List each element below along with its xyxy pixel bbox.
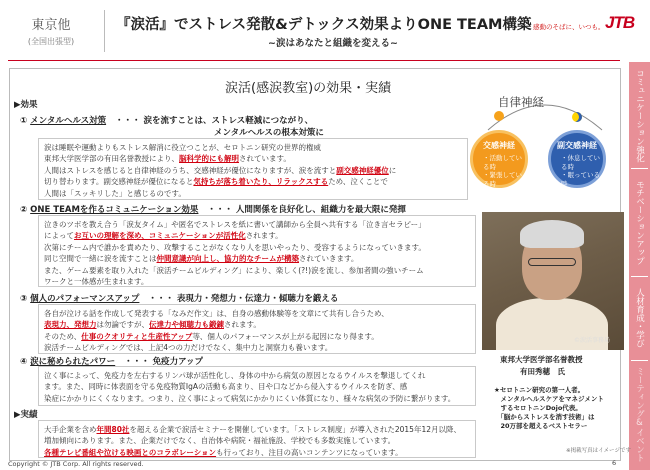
body-line: 泣く事によって、免疫力を左右するリンパ球が活性化し、身体の中から病気の原因となるウイルスを撃退してくれ (44, 371, 426, 380)
section-title-text: 涙に秘められたパワー (30, 357, 116, 367)
section-num: ① (20, 116, 28, 126)
body-line: 同じ空間で一緒に涙を流すことは仲間意識が向上し、協力的なチームが構築されていきます。 (44, 254, 359, 264)
sympathetic-list (483, 154, 525, 205)
parasympathetic-title: 副交感神経 (557, 141, 597, 150)
section-2-heading (20, 203, 406, 215)
section-3-body (38, 304, 476, 354)
body-line: 東邦大学医学部の有田名誉教授により、脳科学的にも解明されています。 (44, 154, 291, 164)
highlight: 脳科学的にも解明 (179, 154, 239, 164)
section-1-desc-2: メンタルヘルスの根本対策に (214, 128, 324, 138)
list-item: 感じている時 (483, 196, 522, 205)
sympathetic-title: 交感神経 (483, 141, 515, 150)
highlight: 仲間意識が向上し、協力的なチームが構築 (156, 254, 299, 264)
photo-glasses (528, 258, 576, 266)
section-title-text: メンタルヘルス対策 (30, 116, 107, 126)
body-line: そのため、仕事のクオリティと生産性アップ等、個人のパフォーマンスが上がる起因になり得ます。 (44, 331, 379, 341)
note-line: するセロトニンDojo代表。 (494, 404, 582, 412)
header (0, 0, 650, 62)
list-item: ・活動している時 (483, 154, 522, 171)
list-item: ・休息している時 (561, 154, 600, 171)
body-line: 人間は「スッキリした」と感じるのです。 (44, 188, 186, 198)
highlight: お互いの理解を深め、コミュニケーションが活性化 (74, 231, 246, 241)
section-1-body (38, 138, 468, 200)
list-item: ・ストレスを (483, 188, 522, 196)
sidebar-divider (631, 168, 648, 169)
autonomic-arc (470, 86, 620, 136)
list-item: ・緊張している時 (483, 171, 522, 188)
photo-note: ※掲載写真はイメージです (566, 448, 631, 454)
header-divider (104, 10, 105, 52)
list-item: ・リラックス (561, 188, 600, 196)
person-name: 有田秀穂 氏 (520, 367, 565, 376)
page-number: 6 (612, 459, 617, 467)
body-line: によってお互いの理解を深め、コミュニケーションが活性化されます。 (44, 231, 283, 241)
section-num: ④ (20, 357, 28, 367)
parasympathetic-circle (548, 130, 606, 205)
body-line: また、ゲーム要素を取り入れた「涙活チームビルディング」により、楽しく(?!)涙を流し、参加者間の強いチーム (44, 265, 424, 275)
highlight: 副交感神経優位 (336, 165, 389, 175)
body-line: 各自が泣ける話を作成して発表する「なみだ作文」は、自身の感動体験等を文章にて共有し合うため、 (44, 309, 389, 318)
copyright: Copyright © JTB Corp. All rights reserved. (8, 460, 144, 468)
sidebar-divider (631, 276, 648, 277)
effect-heading: ▶効果 (14, 100, 38, 110)
highlight: 年間80社 (96, 425, 130, 434)
body-line: 染症にかかりにくくなります。つまり、泣く事によって病気にかかりにくい体質になり、様々な病気の予防に繋がります。 (44, 393, 456, 403)
body-line: 大手企業を含め年間80社を超える企業で涙活セミナーを開催しています。「ストレス制度」が導入された2015年12月以降、 (44, 425, 461, 434)
person-title: 東邦大学医学部名誉教授 (500, 355, 583, 364)
list-item: ・眠っている時 (561, 171, 600, 188)
note-line: 「脳からストレスを消す技術」は (494, 413, 595, 421)
highlight: 伝達力や傾聴力も鍛錬 (149, 320, 224, 330)
note-line: メンタルヘルスケアをマネジメント (494, 395, 604, 403)
region-name: 東京他 (31, 18, 71, 33)
section-1-heading (20, 114, 313, 126)
region-sub: (全国出張型) (27, 37, 75, 46)
results-body (38, 420, 476, 458)
highlight: 気持ちが落ち着いたり、リラックスする (193, 177, 329, 187)
sun-icon (494, 111, 504, 121)
sidebar-item-training[interactable]: 人材育成・学び (634, 288, 645, 348)
sidebar-item-meeting[interactable]: ミーティング&イベント (634, 366, 645, 462)
list-item: している時 (561, 196, 594, 205)
jtb-logo: JTB (605, 13, 635, 32)
page-title: 『涙活』でストレス発散&デトックス効果よりONE TEAM構築 (116, 17, 532, 33)
body-line: 増加傾向にあります。また、企業だけでなく、自治体や病院・福祉施設、学校でも多数実施しています。 (44, 436, 396, 446)
photo-hair (520, 220, 584, 248)
photo-caption: ©涙活事務局 (574, 337, 611, 344)
sidebar-item-communication[interactable]: コミュニケーション強化 (634, 69, 645, 163)
header-rule (8, 60, 620, 61)
sympathetic-circle (470, 130, 528, 205)
moon-icon (572, 112, 582, 122)
sidebar-item-motivation[interactable]: モチベーションアップ (634, 179, 645, 265)
sidebar-divider (631, 360, 648, 361)
body-line: 表現力、発想力は勿論ですが、伝達力や傾聴力も鍛錬されます。 (44, 320, 261, 330)
section-3-heading (20, 292, 338, 304)
body-line: 次第にチーム内で誰かを責めたり、攻撃することがなくなり人を思いやったり、受容するようになっていきます。 (44, 242, 426, 252)
category-sidebar (629, 62, 650, 470)
body-line: 涙活チームビルディングでは、上記4つの力だけでなく、集中力と洞察力も養います。 (44, 343, 333, 353)
autonomic-title: 自律神経 (498, 95, 544, 109)
highlight: 仕事のクオリティと生産性アップ (81, 331, 193, 341)
body-line: ます。また、同時に体表面を守る免疫物質IgAの活動も高まり、目や口などから侵入するウイルスを防ぎ、感 (44, 382, 408, 392)
person-notes (494, 386, 604, 431)
highlight: 表現力、発想力 (44, 320, 97, 330)
section-desc: ・・・ 人間関係を良好化し、組織力を最大限に発揮 (207, 205, 406, 215)
body-line: 泣きのツボを教え合う「涙友タイム」や匿名でストレスを紙に書いて講師から全員へ共有する「泣き言セラピー」 (44, 220, 426, 229)
parasympathetic-list (561, 154, 603, 205)
section-num: ③ (20, 294, 28, 304)
professor-photo (482, 212, 624, 350)
page-subtitle: ~涙はあなたと組織を変える~ (268, 38, 398, 49)
body-line: ワークと一体感が生まれます。 (44, 277, 149, 287)
section-4-body (38, 366, 476, 406)
section-2-body (38, 215, 476, 287)
section-desc: ・・・ 表現力・発想力・伝達力・傾聴力を鍛える (148, 294, 339, 304)
section-desc: ・・・ 涙を流すことは、ストレス軽減につながり、 (115, 116, 314, 126)
results-heading: ▶実績 (14, 410, 38, 420)
section-desc: ・・・ 免疫力アップ (124, 357, 204, 367)
section-title: 涙活(感涙教室)の効果・実績 (225, 81, 392, 96)
note-line: ★セロトニン研究の第一人者。 (494, 386, 585, 394)
region-label (6, 14, 96, 47)
highlight: 各種テレビ番組や泣ける映画とのコラボレーション (44, 447, 217, 457)
section-num: ② (20, 205, 28, 215)
body-line: 切り替わります。副交感神経が優位になると気持ちが落ち着いたり、リラックスするため、泣くことで (44, 177, 388, 187)
body-line: 涙は睡眠や運動よりもストレス解消に役立つことが、セロトニン研究の世界的権威 (44, 143, 321, 152)
brand-tagline: 感動のそばに、いつも。 (533, 23, 605, 31)
body-line: 人間はストレスを感じると自律神経のうち、交感神経が優位になりますが、涙を流すと副交感神経優位に (44, 165, 397, 175)
section-title-text: 個人のパフォーマンスアップ (30, 294, 140, 304)
body-line: 各種テレビ番組や泣ける映画とのコラボレーションも行っており、注目の高いコンテンツになっています。 (44, 447, 403, 457)
section-title-text: ONE TEAMを作るコミュニケーション効果 (30, 205, 199, 215)
note-line: 20万部を超えるベストセラー (494, 422, 588, 430)
